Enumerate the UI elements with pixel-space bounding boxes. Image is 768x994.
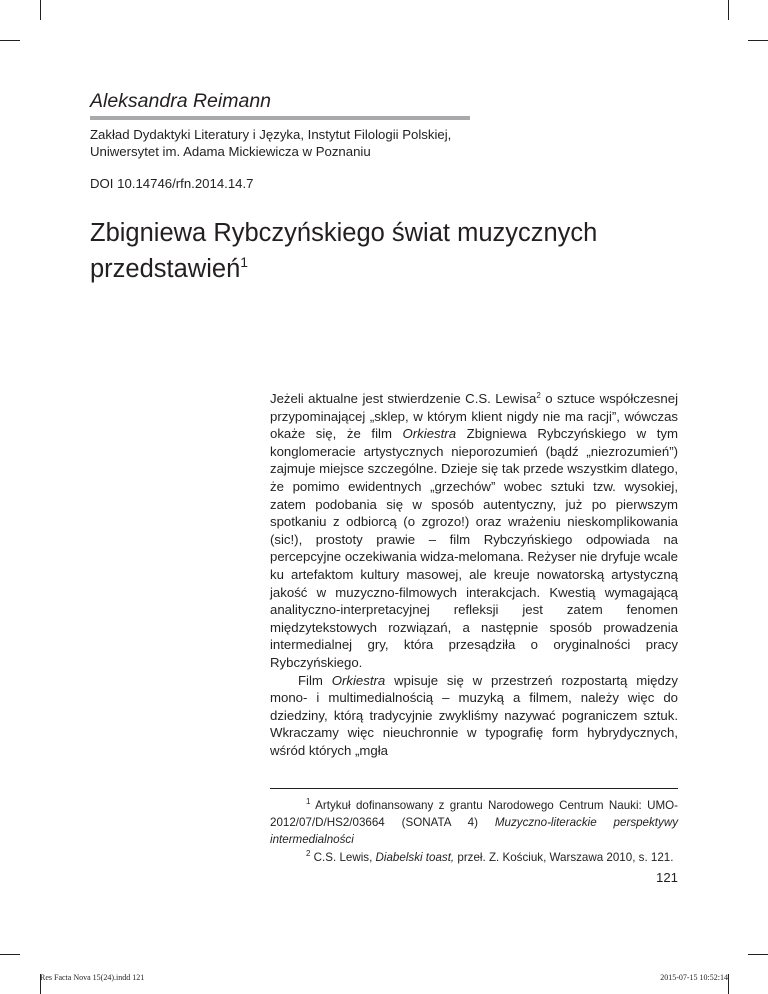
footnote-rule — [270, 788, 678, 789]
crop-mark — [0, 40, 20, 41]
crop-mark — [728, 0, 729, 20]
paragraph — [270, 390, 678, 672]
article-body — [270, 390, 678, 759]
film-title: Orkiestra — [402, 426, 457, 442]
footnote-number: 2 — [306, 848, 311, 858]
doi: DOI 10.14746/rfn.2014.14.7 — [90, 176, 254, 191]
text: Muzyczno-literackie perspektywy intermedialności — [270, 816, 678, 847]
affiliation-line: Uniwersytet im. Adama Mickiewicza w Poznaniu — [90, 144, 371, 159]
author-rule — [90, 116, 470, 120]
text: Artykuł dofinansowany z grantu Narodowego Centrum Nauki: UMO-2012/07/D/HS2/03664 (SONATA 4) — [270, 799, 678, 830]
text: Film — [298, 672, 332, 688]
affiliation-line: Zakład Dydaktyki Literatury i Języka, Instytut Filologii Polskiej, — [90, 127, 452, 142]
footnote — [270, 797, 678, 849]
text: C.S. Lewis, — [310, 850, 376, 864]
text: przeł. Z. Kościuk, Warszawa 2010, s. 121. — [454, 850, 674, 864]
slug-right: 2015-07-15 10:52:14 — [660, 973, 728, 982]
footnotes — [270, 797, 678, 866]
film-title: Orkiestra — [331, 672, 386, 688]
text: o sztuce współczesnej przypominającej „sklep, w którym klient nigdy nie ma racji”, wówczas okaże się, że film — [270, 391, 678, 442]
text: Diabelski toast, — [375, 850, 455, 864]
crop-mark — [728, 974, 729, 994]
author-name: Aleksandra Reimann — [90, 90, 272, 112]
slug-left: Res Facta Nova 15(24).indd 121 — [40, 973, 145, 982]
footnote-number: 1 — [306, 797, 311, 806]
text: Jeżeli aktualne jest stwierdzenie C.S. Lewisa — [270, 391, 537, 406]
title-line: Zbigniewa Rybczyńskiego świat muzycznych — [90, 219, 598, 247]
page-number: 121 — [655, 870, 678, 885]
footnote — [270, 849, 678, 866]
article-title — [90, 215, 597, 287]
footnote-ref[interactable]: 2 — [536, 391, 541, 400]
crop-mark — [748, 954, 768, 955]
crop-mark — [40, 0, 41, 20]
crop-mark — [0, 954, 20, 955]
affiliation — [90, 126, 451, 160]
crop-mark — [748, 40, 768, 41]
footnote-ref[interactable]: 1 — [240, 254, 249, 270]
title-line: przedstawień — [90, 255, 241, 283]
paragraph — [270, 672, 678, 760]
text: Zbigniewa Rybczyńskiego w tym konglomeracie artystycznych nieporozumień (bądź „niezrozumień”) zajmuje miejsce szczególne. Dzieje się tak przede wszystkim dlatego, że pomimo ewidentnych „grzechów” wobec sztuki tzw. wysokiej, zatem podobania się w sposób autentyczny, już po pierwszym spotkaniu z odbiorcą (o zgrozo!) oraz wrażeniu nieskomplikowania (sic!), prostoty prawie – film Rybczyńskiego odpowiada na percepcyjne oczekiwania widza-melomana. Reżyser nie dryfuje wcale ku artefaktom kultury masowej, ale kreuje nowatorską artystyczną jakość w muzyczno-filmowych interakcjach. Kwestią wymagającą analityczno-interpretacyjnej refleksji jest zatem fenomen międzytekstowych rozwiązań, a następnie sposób prowadzenia intermedialnej gry, która przesądziła o oryginalności pracy Rybczyńskiego. — [270, 426, 678, 670]
text: wpisuje się w przestrzeń rozpostartą między mono- i multimedialnością – muzyką a filmem, należy więc do dziedziny, którą tradycyjnie zwykliśmy nazywać pograniczem sztuk. Wkraczamy więc nieuchronnie w typografię form hybrydycznych, wśród których „mgła — [270, 672, 678, 758]
